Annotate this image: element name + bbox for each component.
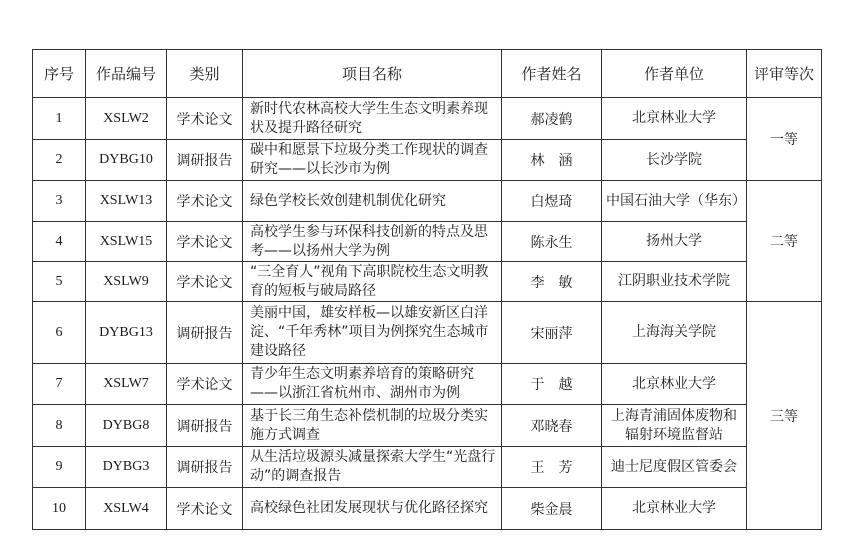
row-code: XSLW4 xyxy=(86,488,167,530)
row-author: 陈永生 xyxy=(502,222,602,262)
row-category: 调研报告 xyxy=(167,447,243,488)
row-unit: 中国石油大学（华东） xyxy=(602,181,747,222)
table-row xyxy=(33,447,822,488)
row-code: XSLW7 xyxy=(86,364,167,405)
row-code: XSLW9 xyxy=(86,262,167,302)
row-category: 调研报告 xyxy=(167,302,243,364)
row-index: 10 xyxy=(33,488,86,530)
row-category: 学术论文 xyxy=(167,181,243,222)
row-author: 王 芳 xyxy=(502,447,602,488)
row-category: 学术论文 xyxy=(167,488,243,530)
table-row xyxy=(33,181,822,222)
table-row xyxy=(33,364,822,405)
table-row xyxy=(33,262,822,302)
row-category: 学术论文 xyxy=(167,98,243,140)
row-author: 柴金晨 xyxy=(502,488,602,530)
row-title: 碳中和愿景下垃圾分类工作现状的调查研究——以长沙市为例 xyxy=(243,140,502,181)
row-category: 学术论文 xyxy=(167,262,243,302)
row-title: 基于长三角生态补偿机制的垃圾分类实施方式调查 xyxy=(243,405,502,447)
header-row xyxy=(33,50,822,98)
row-index: 3 xyxy=(33,181,86,222)
row-author: 于 越 xyxy=(502,364,602,405)
row-category: 学术论文 xyxy=(167,364,243,405)
row-code: DYBG13 xyxy=(86,302,167,364)
row-code: DYBG8 xyxy=(86,405,167,447)
row-unit: 北京林业大学 xyxy=(602,488,747,530)
row-index: 5 xyxy=(33,262,86,302)
row-category: 学术论文 xyxy=(167,222,243,262)
row-index: 8 xyxy=(33,405,86,447)
rank-third: 三等 xyxy=(747,302,822,530)
row-title: 美丽中国，雄安样板—以雄安新区白洋淀、“千年秀林”项目为例探究生态城市建设路径 xyxy=(243,302,502,364)
row-author: 邓晓春 xyxy=(502,405,602,447)
row-unit: 迪士尼度假区管委会 xyxy=(602,447,747,488)
row-author: 林 涵 xyxy=(502,140,602,181)
row-title: 从生活垃圾源头减量探索大学生“光盘行动”的调查报告 xyxy=(243,447,502,488)
header-index: 序号 xyxy=(33,50,86,98)
row-code: XSLW2 xyxy=(86,98,167,140)
row-index: 9 xyxy=(33,447,86,488)
header-rank: 评审等次 xyxy=(747,50,822,98)
awards-table xyxy=(32,49,822,530)
table-row xyxy=(33,140,822,181)
row-code: DYBG10 xyxy=(86,140,167,181)
row-title: 高校学生参与环保科技创新的特点及思考——以扬州大学为例 xyxy=(243,222,502,262)
table-row xyxy=(33,98,822,140)
table-row xyxy=(33,222,822,262)
row-title: 新时代农林高校大学生生态文明素养现状及提升路径研究 xyxy=(243,98,502,140)
row-index: 4 xyxy=(33,222,86,262)
row-code: DYBG3 xyxy=(86,447,167,488)
header-unit: 作者单位 xyxy=(602,50,747,98)
row-title: 高校绿色社团发展现状与优化路径探究 xyxy=(243,488,502,530)
row-unit: 北京林业大学 xyxy=(602,364,747,405)
row-unit: 上海海关学院 xyxy=(602,302,747,364)
row-unit: 北京林业大学 xyxy=(602,98,747,140)
row-category: 调研报告 xyxy=(167,140,243,181)
row-unit: 上海青浦固体废物和辐射环境监督站 xyxy=(602,405,747,447)
row-unit: 江阴职业技术学院 xyxy=(602,262,747,302)
row-author: 白煜琦 xyxy=(502,181,602,222)
row-title: 绿色学校长效创建机制优化研究 xyxy=(243,181,502,222)
table-row xyxy=(33,302,822,364)
table-row xyxy=(33,488,822,530)
header-category: 类别 xyxy=(167,50,243,98)
row-author: 郝凌鹤 xyxy=(502,98,602,140)
row-index: 6 xyxy=(33,302,86,364)
row-category: 调研报告 xyxy=(167,405,243,447)
row-index: 7 xyxy=(33,364,86,405)
row-unit: 扬州大学 xyxy=(602,222,747,262)
header-code: 作品编号 xyxy=(86,50,167,98)
rank-second: 二等 xyxy=(747,181,822,302)
row-index: 2 xyxy=(33,140,86,181)
header-author: 作者姓名 xyxy=(502,50,602,98)
row-author: 宋丽萍 xyxy=(502,302,602,364)
row-author: 李 敏 xyxy=(502,262,602,302)
row-unit: 长沙学院 xyxy=(602,140,747,181)
table-row xyxy=(33,405,822,447)
row-code: XSLW15 xyxy=(86,222,167,262)
row-title: “三全育人”视角下高职院校生态文明教育的短板与破局路径 xyxy=(243,262,502,302)
row-code: XSLW13 xyxy=(86,181,167,222)
rank-first: 一等 xyxy=(747,98,822,181)
header-title: 项目名称 xyxy=(243,50,502,98)
row-index: 1 xyxy=(33,98,86,140)
row-title: 青少年生态文明素养培育的策略研究——以浙江省杭州市、湖州市为例 xyxy=(243,364,502,405)
